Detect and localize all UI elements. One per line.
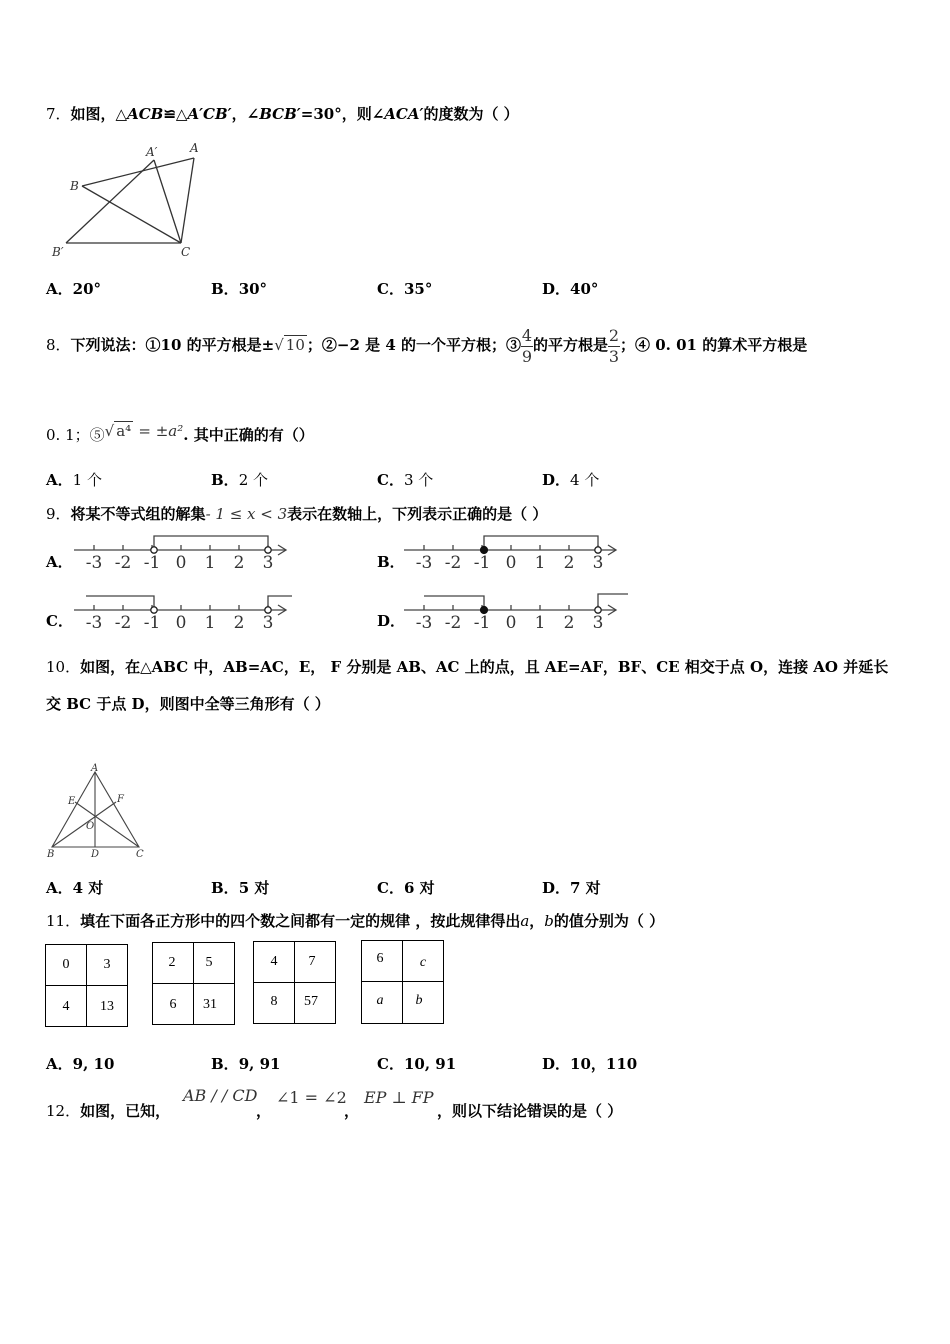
svg-text:1: 1 bbox=[204, 613, 216, 633]
svg-text:-3: -3 bbox=[85, 613, 103, 633]
q8-stem-line1: 8．下列说法：①10 的平方根是±√ 10 ；②−2 是 4 的一个平方根；$③\frac{4}{9}$的平方根是$\frac{2}{3}$；④ 0. 01 的算术平方根是 bbox=[46, 325, 808, 366]
svg-text:3: 3 bbox=[262, 613, 274, 633]
q9-option-b[interactable]: B． bbox=[377, 553, 405, 571]
q9-numberline-d bbox=[400, 590, 632, 635]
q7-label-c: C bbox=[181, 245, 191, 259]
q12-math-angles: ∠1 = ∠2 bbox=[276, 1088, 347, 1107]
q10-stem-line2: 交 BC 于点 D，则图中全等三角形有（ ） bbox=[46, 695, 330, 713]
q7-option-a[interactable]: A．20° bbox=[46, 280, 102, 298]
svg-text:2: 2 bbox=[233, 553, 245, 573]
svg-text:A: A bbox=[91, 763, 99, 774]
svg-text:-3: -3 bbox=[415, 613, 433, 633]
q7-label-b1: B′ bbox=[52, 245, 64, 259]
q9-option-a[interactable]: A． bbox=[46, 553, 73, 571]
grid-cell: 7 bbox=[308, 954, 316, 969]
svg-text:-2: -2 bbox=[114, 553, 132, 573]
q7-seg-A1C bbox=[154, 160, 181, 243]
q12-math-parallel: AB / / CD bbox=[183, 1086, 258, 1105]
q12-stem-tail: ，则以下结论错误的是（ ） bbox=[437, 1102, 623, 1120]
q12-comma-1: ， bbox=[256, 1102, 272, 1120]
svg-text:3: 3 bbox=[592, 613, 604, 633]
q10-figure bbox=[44, 762, 154, 862]
grid-cell: 5 bbox=[205, 955, 213, 970]
svg-text:1: 1 bbox=[534, 553, 546, 573]
svg-text:1: 1 bbox=[534, 613, 546, 633]
grid-cell: 2 bbox=[168, 955, 176, 970]
grid-cell: 0 bbox=[62, 957, 70, 972]
grid-cell: 3 bbox=[103, 957, 111, 972]
q11-option-c[interactable]: C．10, 91 bbox=[377, 1055, 457, 1073]
q7-seg-B1A1 bbox=[66, 160, 154, 243]
svg-text:-3: -3 bbox=[415, 553, 433, 573]
svg-text:-3: -3 bbox=[85, 553, 103, 573]
q11-option-b[interactable]: B．9, 91 bbox=[211, 1055, 281, 1073]
svg-text:F: F bbox=[117, 794, 124, 805]
q11-stem: 11．填在下面各正方形中的四个数之间都有一定的规律 ，按此规律得出a，b的值分别为（ ） bbox=[46, 912, 665, 930]
svg-text:-1: -1 bbox=[143, 553, 161, 573]
q7-figure bbox=[46, 140, 216, 265]
q10-option-a[interactable]: A．4 对 bbox=[46, 879, 104, 897]
svg-text:C: C bbox=[136, 849, 144, 860]
q7-option-d[interactable]: D．40° bbox=[542, 280, 599, 298]
svg-text:0: 0 bbox=[505, 613, 517, 633]
grid-cell: 6 bbox=[169, 997, 177, 1012]
q10-option-c[interactable]: C．6 对 bbox=[377, 879, 435, 897]
svg-text:0: 0 bbox=[505, 553, 517, 573]
ticks bbox=[94, 545, 268, 550]
q10-option-b[interactable]: B．5 对 bbox=[211, 879, 270, 897]
q7-seg-AC bbox=[181, 158, 194, 243]
grid-cell: 4 bbox=[62, 999, 70, 1014]
q8-frac-2-3: $\frac{2}{3}$ bbox=[608, 325, 620, 366]
grid-cell: 6 bbox=[376, 951, 384, 966]
svg-text:2: 2 bbox=[563, 553, 575, 573]
q12-stem: 12．如图，已知， bbox=[46, 1102, 171, 1120]
svg-text:B: B bbox=[47, 849, 55, 860]
q12-math-perp: EP ⊥ FP bbox=[364, 1088, 434, 1107]
grid-cell: b bbox=[415, 993, 423, 1008]
q12-comma-2: ， bbox=[344, 1102, 360, 1120]
q9-numberline-b bbox=[400, 532, 625, 577]
q11-option-d[interactable]: D．10，110 bbox=[542, 1055, 638, 1073]
q7-seg-BA bbox=[82, 158, 194, 186]
svg-text:2: 2 bbox=[233, 613, 245, 633]
q9-numberline-a bbox=[70, 532, 295, 577]
q9-stem: 9．将某不等式组的解集- 1 ≤ x < 3表示在数轴上，下列表示正确的是（ ） bbox=[46, 505, 548, 523]
grid-cell: 4 bbox=[270, 954, 278, 969]
solution-bracket bbox=[154, 536, 268, 550]
q11-grid-1 bbox=[45, 944, 128, 1027]
grid-cell: 13 bbox=[100, 999, 114, 1014]
q7-label-a: A bbox=[190, 141, 199, 155]
svg-text:D: D bbox=[91, 849, 100, 860]
q9-option-d[interactable]: D． bbox=[377, 612, 406, 630]
q7-label-b: B bbox=[70, 179, 79, 193]
q7-label-a1: A′ bbox=[146, 145, 158, 159]
q11-grid-4 bbox=[361, 940, 444, 1024]
q11-option-a[interactable]: A．9, 10 bbox=[46, 1055, 115, 1073]
svg-text:-1: -1 bbox=[473, 553, 491, 573]
svg-text:-2: -2 bbox=[114, 613, 132, 633]
q8-frac-4-9: $\frac{4}{9}$ bbox=[521, 325, 533, 366]
q8-option-a[interactable]: A．1 个 bbox=[46, 471, 102, 489]
svg-text:0: 0 bbox=[175, 613, 187, 633]
q11-grid-3 bbox=[253, 941, 336, 1024]
grid-cell: 31 bbox=[203, 997, 217, 1012]
q11-grid-2 bbox=[152, 942, 235, 1025]
q10-stem-line1: 10．如图，在△ABC 中，AB=AC，E， F 分别是 AB、AC 上的点，且 AE=AF，BF、CE 相交于点 O，连接 AO 并延长 bbox=[46, 658, 889, 676]
q8-option-b[interactable]: B．2 个 bbox=[211, 471, 268, 489]
svg-text:E: E bbox=[68, 796, 76, 807]
svg-text:-2: -2 bbox=[444, 613, 462, 633]
q9-option-c[interactable]: C． bbox=[46, 612, 73, 630]
q7-stem: 7．如图，△ACB≌△A′CB′，∠BCB′=30°，则∠ACA′的度数为（ ） bbox=[46, 105, 519, 123]
svg-text:2: 2 bbox=[563, 613, 575, 633]
svg-text:-1: -1 bbox=[143, 613, 161, 633]
svg-text:3: 3 bbox=[592, 553, 604, 573]
svg-text:1: 1 bbox=[204, 553, 216, 573]
q8-option-d[interactable]: D．4 个 bbox=[542, 471, 600, 489]
svg-text:-2: -2 bbox=[444, 553, 462, 573]
grid-cell: c bbox=[419, 955, 427, 970]
grid-cell: 8 bbox=[270, 994, 278, 1009]
grid-cell: 57 bbox=[304, 994, 318, 1009]
grid-cell: a bbox=[376, 993, 384, 1008]
q9-numberline-c bbox=[70, 590, 295, 635]
q10-option-d[interactable]: D．7 对 bbox=[542, 879, 601, 897]
q7-option-c[interactable]: C．35° bbox=[377, 280, 433, 298]
q7-option-b[interactable]: B．30° bbox=[211, 280, 268, 298]
svg-text:O: O bbox=[86, 821, 95, 832]
q8-stem-line2: 0. 1；⑤√ a⁴ = ±a². 其中正确的有（） bbox=[46, 422, 314, 444]
svg-text:3: 3 bbox=[262, 553, 274, 573]
q8-option-c[interactable]: C．3 个 bbox=[377, 471, 434, 489]
svg-text:0: 0 bbox=[175, 553, 187, 573]
svg-text:-1: -1 bbox=[473, 613, 491, 633]
